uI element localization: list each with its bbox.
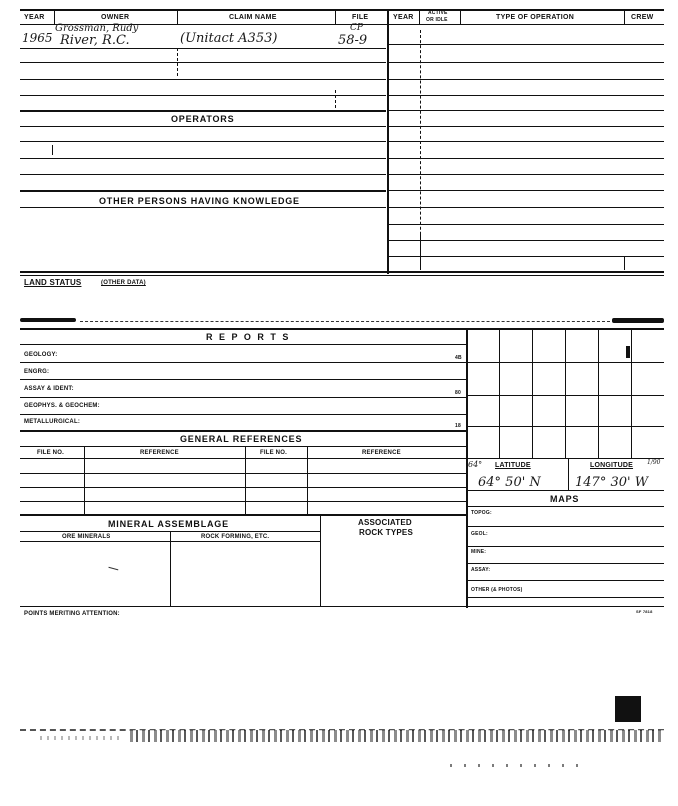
header-claim-name: CLAIM NAME	[229, 14, 277, 21]
handwritten-owner-line1: Grossman, Rudy	[55, 23, 139, 34]
header-active: ACTIVE	[428, 10, 448, 16]
maps-other: OTHER (& PHOTOS)	[471, 587, 523, 593]
ref-header-file-no-1: FILE NO.	[37, 450, 64, 456]
maps-assay: ASSAY:	[471, 567, 491, 573]
maps-geol: GEOL:	[471, 531, 488, 537]
report-label-metallurgical: METALLURGICAL:	[24, 419, 81, 425]
ref-header-reference-1: REFERENCE	[140, 450, 179, 456]
maps-title: MAPS	[550, 494, 580, 504]
header-type-of-operation: TYPE OF OPERATION	[496, 14, 575, 21]
ref-header-reference-2: REFERENCE	[362, 450, 401, 456]
points-meriting-attention: POINTS MERITING ATTENTION:	[24, 611, 120, 617]
form-number: SF 7818	[636, 609, 653, 614]
handwritten-file-line2: 58-9	[338, 33, 368, 48]
handwritten-year: 1965	[22, 31, 53, 45]
report-label-assay: ASSAY & IDENT:	[24, 386, 74, 392]
report-label-engrg: ENGRG:	[24, 369, 50, 375]
maps-topog: TOPOG:	[471, 510, 492, 516]
maps-mine: MINE:	[471, 549, 487, 555]
other-persons-title: OTHER PERSONS HAVING KNOWLEDGE	[99, 196, 300, 206]
header-year-2: YEAR	[393, 14, 414, 21]
land-status-subtitle: (OTHER DATA)	[101, 280, 146, 286]
handwritten-owner-line2: River, R.C.	[60, 33, 130, 48]
report-label-geophys: GEOPHYS. & GEOCHEM:	[24, 403, 100, 409]
lon-prefix: 1/90	[647, 459, 661, 466]
rock-types-header: ROCK TYPES	[359, 528, 414, 537]
header-crew: CREW	[631, 14, 654, 21]
ore-minerals-header: ORE MINERALS	[62, 534, 111, 540]
land-status-title: LAND STATUS	[24, 278, 82, 287]
general-references-title: GENERAL REFERENCES	[180, 434, 303, 444]
header-file: FILE	[352, 14, 369, 21]
lat-prefix: 64°	[468, 460, 483, 469]
mineral-assemblage-title: MINERAL ASSEMBLAGE	[108, 519, 229, 529]
latitude-value: 64° 50' N	[478, 475, 541, 490]
report-num-geology: 4B	[455, 355, 462, 361]
handwritten-claim-name: (Unitact A353)	[180, 31, 278, 46]
associated-header: ASSOCIATED	[358, 518, 412, 527]
longitude-label: LONGITUDE	[590, 462, 634, 469]
rock-forming-header: ROCK FORMING, ETC.	[201, 534, 270, 540]
ref-header-file-no-2: FILE NO.	[260, 450, 287, 456]
longitude-value: 147° 30' W	[575, 475, 649, 490]
report-label-geology: GEOLOGY:	[24, 352, 58, 358]
handwritten-file-line1: CP	[350, 23, 363, 33]
header-or-idle: OR IDLE	[426, 17, 448, 23]
operators-title: OPERATORS	[171, 114, 235, 124]
reports-title: R E P O R T S	[206, 332, 291, 342]
latitude-label: LATITUDE	[495, 462, 531, 469]
report-num-metallurgical: 18	[455, 423, 461, 429]
header-year: YEAR	[24, 14, 45, 21]
report-num-assay: 80	[455, 390, 461, 396]
header-owner: OWNER	[101, 14, 130, 21]
